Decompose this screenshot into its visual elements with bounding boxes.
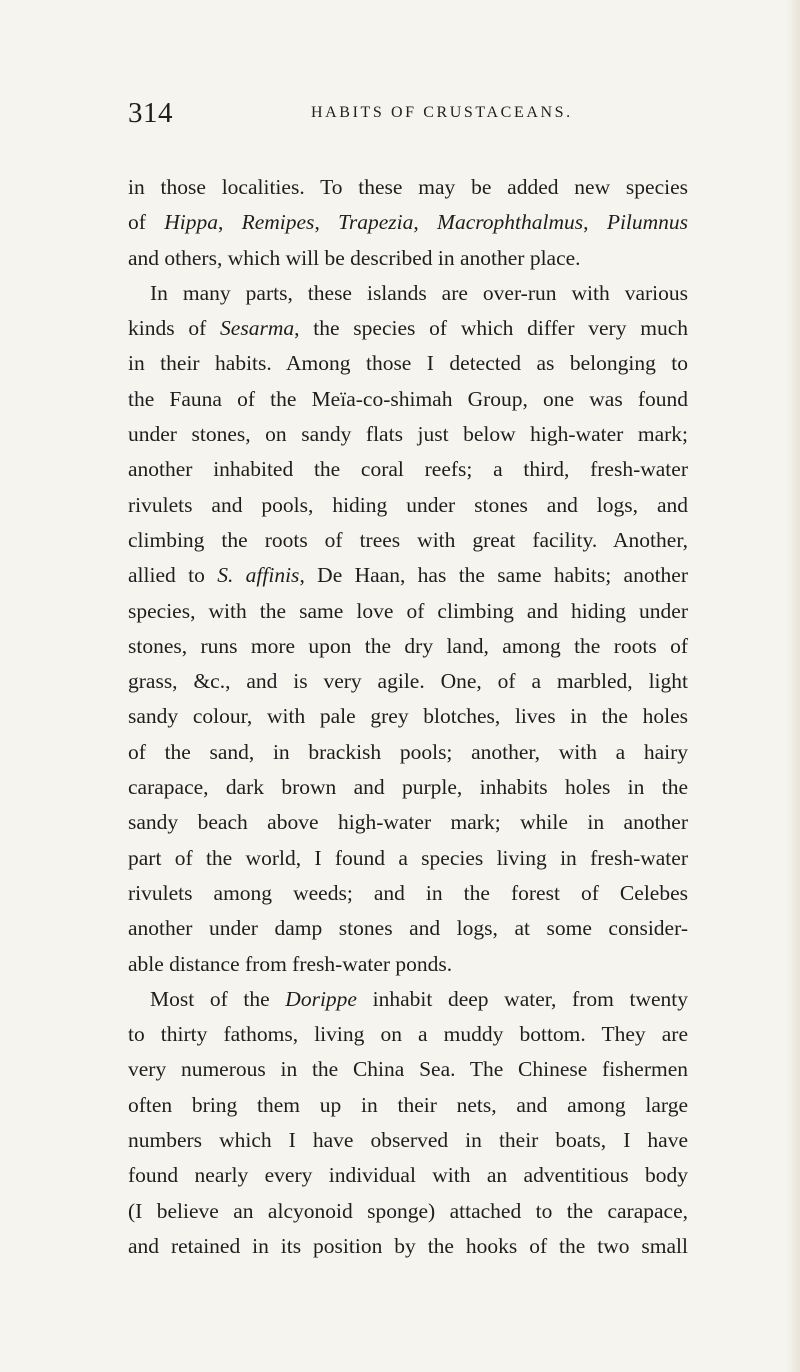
text-line: part of the world, I found a species living in fresh-water <box>128 845 688 870</box>
species-name: Hippa <box>164 210 218 235</box>
species-name: Trapezia <box>338 210 414 235</box>
text-line: of the sand, in brackish pools; another, with a hairy <box>128 739 688 764</box>
text-line: climbing the roots of trees with great facility. Another, <box>128 527 688 552</box>
text-line: to thirty fathoms, living on a muddy bottom. They are <box>128 1022 688 1047</box>
text-line: found nearly every individual with an adventitious body <box>128 1163 688 1188</box>
text-line: in their habits. Among those I detected as belonging to <box>128 351 688 376</box>
text-line: the Fauna of the Meïa-co-shimah Group, one was found <box>128 386 688 411</box>
text-line: carapace, dark brown and purple, inhabits holes in the <box>128 775 688 800</box>
text-line: kinds of Sesarma, the species of which differ very much <box>128 316 688 341</box>
text-line: rivulets and pools, hiding under stones and logs, and <box>128 492 688 517</box>
page-edge-shadow <box>786 0 800 1372</box>
text-line: and others, which will be described in another place. <box>128 245 581 270</box>
text-line: stones, runs more upon the dry land, among the roots of <box>128 633 688 658</box>
text-line: very numerous in the China Sea. The Chinese fishermen <box>128 1057 688 1082</box>
species-name: Remipes <box>241 210 315 235</box>
text-line: able distance from fresh-water ponds. <box>128 951 453 976</box>
text-line: of Hippa, Remipes, Trapezia, Macrophthalmus, Pilumnus <box>128 210 689 235</box>
body-text <box>128 170 688 1264</box>
text-line: another under damp stones and logs, at some consider- <box>128 916 688 941</box>
text-line: sandy beach above high-water mark; while in another <box>128 810 688 835</box>
text-line: Most of the Dorippe inhabit deep water, from twenty <box>150 986 688 1011</box>
text-line: under stones, on sandy flats just below high-water mark; <box>128 422 688 447</box>
text-line: species, with the same love of climbing and hiding under <box>128 598 688 623</box>
species-name: Pilumnus <box>606 210 689 235</box>
text-line: grass, &c., and is very agile. One, of a marbled, light <box>128 669 688 694</box>
page-number: 314 <box>128 97 173 129</box>
text-line: and retained in its position by the hooks of the two small <box>128 1233 688 1258</box>
running-title: HABITS OF CRUSTACEANS. <box>311 104 573 121</box>
text-line: another inhabited the coral reefs; a third, fresh-water <box>128 457 688 482</box>
text-line: sandy colour, with pale grey blotches, lives in the holes <box>128 704 688 729</box>
text-line: in those localities. To these may be added new species <box>128 175 688 199</box>
text-line: numbers which I have observed in their boats, I have <box>128 1128 688 1153</box>
page-header <box>128 88 688 138</box>
text-line: (I believe an alcyonoid sponge) attached to the carapace, <box>128 1198 688 1223</box>
genus-name: Dorippe <box>285 986 357 1011</box>
species-name: Sesarma <box>220 316 295 341</box>
text-line: often bring them up in their nets, and among large <box>128 1092 688 1117</box>
text-line: rivulets among weeds; and in the forest of Celebes <box>128 880 688 905</box>
text-line: In many parts, these islands are over-run with various <box>150 280 688 305</box>
text-line: allied to S. affinis, De Haan, has the same habits; another <box>128 563 688 588</box>
species-name: S. affinis <box>217 563 300 588</box>
species-name: Macrophthalmus <box>437 210 584 235</box>
